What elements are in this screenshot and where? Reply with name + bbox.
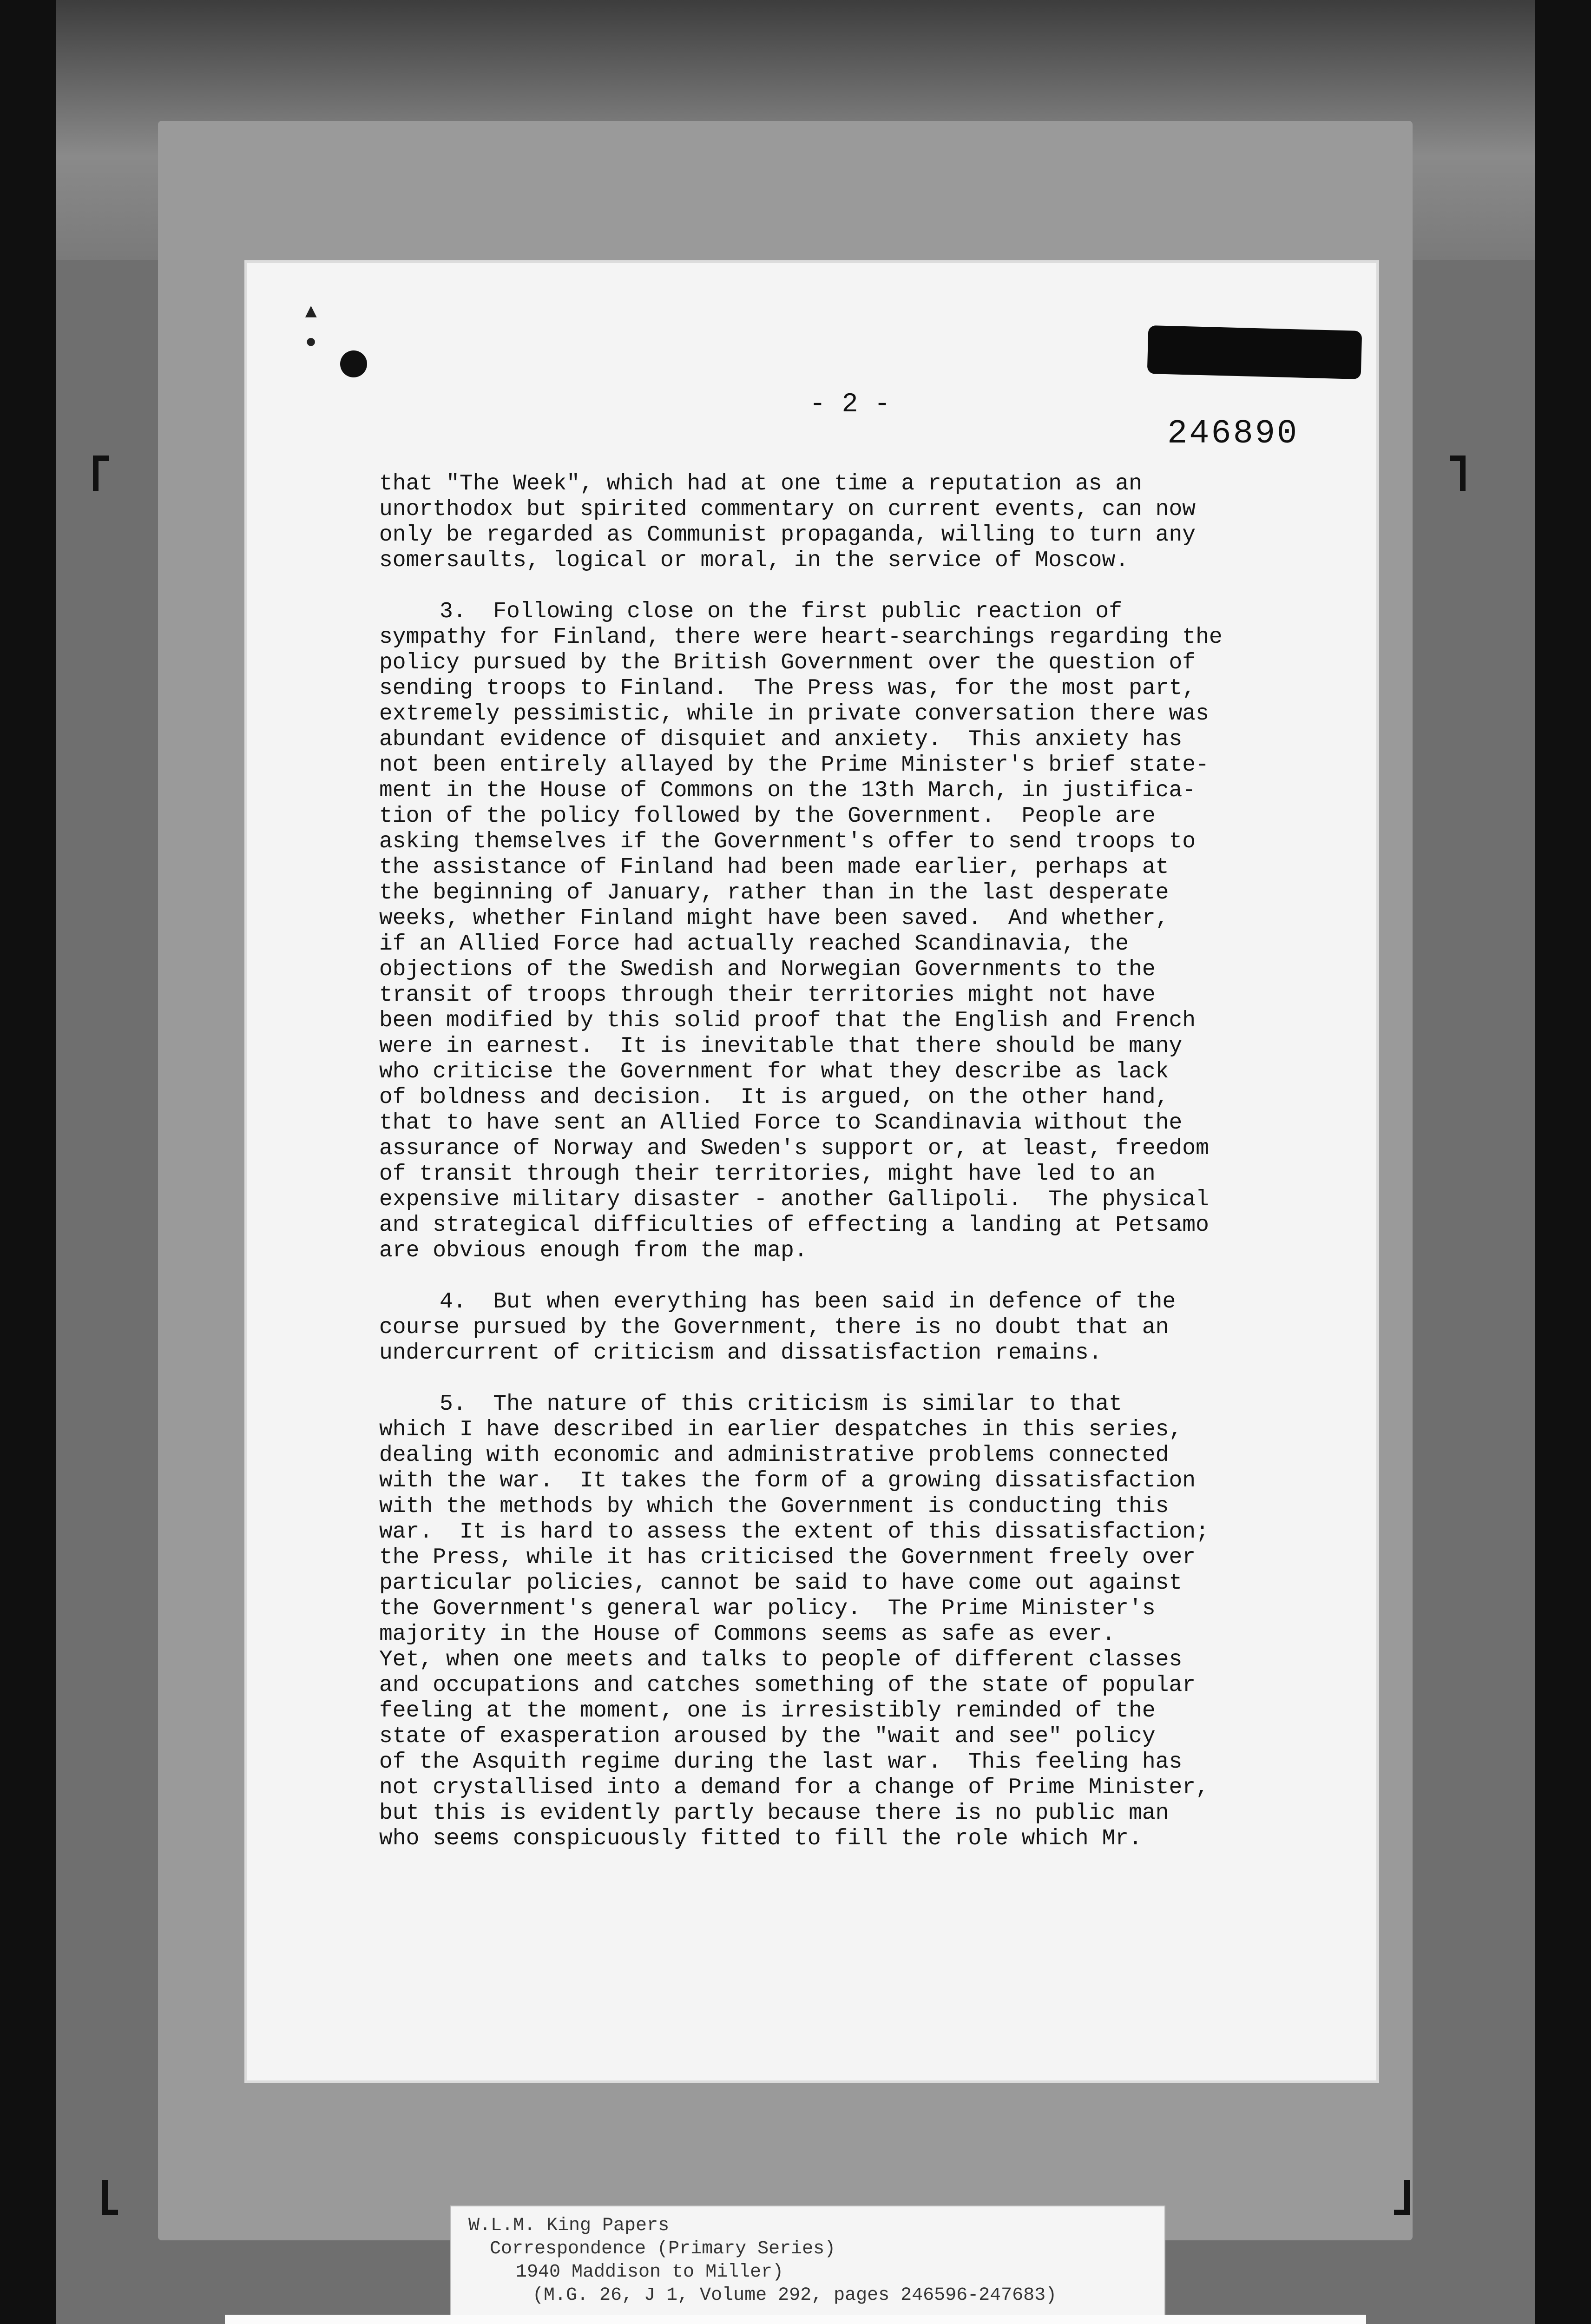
redaction-bar xyxy=(1147,325,1362,379)
body-text xyxy=(379,471,1332,1877)
text-line: who criticise the Government for what they describe as lack xyxy=(379,1059,1169,1084)
text-line: of transit through their territories, might have led to an xyxy=(379,1162,1156,1187)
document-id: 246890 xyxy=(1167,415,1299,453)
text-line: state of exasperation aroused by the "wait and see" policy xyxy=(379,1724,1156,1749)
text-line: sending troops to Finland. The Press was, for the most part, xyxy=(379,676,1196,701)
corner-mark-bottom-left xyxy=(102,2180,118,2215)
text-line: of the Asquith regime during the last war. This feeling has xyxy=(379,1750,1183,1775)
text-line: but this is evidently partly because there is no public man xyxy=(379,1801,1169,1826)
text-line: the Government's general war policy. The Prime Minister's xyxy=(379,1596,1156,1621)
paragraph xyxy=(379,1392,1332,1852)
archives-banner xyxy=(225,2315,1366,2324)
text-line: only be regarded as Communist propaganda, willing to turn any xyxy=(379,522,1196,548)
text-line: were in earnest. It is inevitable that there should be many xyxy=(379,1034,1183,1059)
text-line: abundant evidence of disquiet and anxiety. This anxiety has xyxy=(379,727,1183,752)
text-line: are obvious enough from the map. xyxy=(379,1238,808,1263)
text-line: objections of the Swedish and Norwegian Governments to the xyxy=(379,957,1156,982)
punch-hole-icon xyxy=(340,350,367,377)
text-line: particular policies, cannot be said to have come out against xyxy=(379,1571,1183,1596)
text-line: 4. But when everything has been said in defence of the xyxy=(440,1289,1176,1314)
text-line: the Press, while it has criticised the Government freely over xyxy=(379,1545,1196,1570)
text-line: dealing with economic and administrative problems connected xyxy=(379,1443,1169,1468)
text-line: the beginning of January, rather than in the last desperate xyxy=(379,880,1169,905)
text-line: that "The Week", which had at one time a reputation as an xyxy=(379,471,1142,496)
text-line: that to have sent an Allied Force to Scandinavia without the xyxy=(379,1110,1183,1136)
text-line: been modified by this solid proof that the English and French xyxy=(379,1008,1196,1033)
text-line: with the war. It takes the form of a growing dissatisfaction xyxy=(379,1468,1196,1493)
paragraph xyxy=(379,1289,1332,1366)
text-line: war. It is hard to assess the extent of this dissatisfaction; xyxy=(379,1519,1209,1545)
text-line: somersaults, logical or moral, in the service of Moscow. xyxy=(379,548,1129,573)
text-line: the assistance of Finland had been made earlier, perhaps at xyxy=(379,855,1169,880)
ink-mark-icon: ▴ • xyxy=(302,295,320,361)
text-line: majority in the House of Commons seems as safe as ever. xyxy=(379,1622,1116,1647)
text-line: feeling at the moment, one is irresistibly reminded of the xyxy=(379,1698,1156,1723)
text-line: and strategical difficulties of effecting a landing at Petsamo xyxy=(379,1213,1209,1238)
corner-mark-top-right xyxy=(1450,456,1466,491)
text-line: ment in the House of Commons on the 13th March, in justifica- xyxy=(379,778,1196,803)
label-line-4: (M.G. 26, J 1, Volume 292, pages 246596-247683) xyxy=(533,2285,1057,2306)
text-line: asking themselves if the Government's offer to send troops to xyxy=(379,829,1196,854)
text-line: tion of the policy followed by the Government. People are xyxy=(379,804,1156,829)
text-line: assurance of Norway and Sweden's support or, at least, freedom xyxy=(379,1136,1209,1161)
document-page xyxy=(247,263,1376,2080)
corner-mark-bottom-right xyxy=(1394,2180,1410,2215)
text-line: extremely pessimistic, while in private conversation there was xyxy=(379,701,1209,726)
text-line: Yet, when one meets and talks to people of different classes xyxy=(379,1647,1183,1672)
paragraph xyxy=(379,471,1332,574)
text-line: not been entirely allayed by the Prime Minister's brief state- xyxy=(379,753,1209,778)
text-line: transit of troops through their territories might not have xyxy=(379,983,1156,1008)
text-line: undercurrent of criticism and dissatisfaction remains. xyxy=(379,1340,1102,1366)
page-number: - 2 - xyxy=(809,390,891,420)
text-line: and occupations and catches something of the state of popular xyxy=(379,1673,1196,1698)
text-line: who seems conspicuously fitted to fill the role which Mr. xyxy=(379,1826,1142,1851)
label-line-3: 1940 Maddison to Miller) xyxy=(516,2262,784,2283)
text-line: 3. Following close on the first public reaction of xyxy=(440,599,1123,624)
film-strip-left xyxy=(0,0,56,2324)
text-line: unorthodox but spirited commentary on current events, can now xyxy=(379,497,1196,522)
text-line: policy pursued by the British Government over the question of xyxy=(379,650,1196,675)
text-line: if an Allied Force had actually reached Scandinavia, the xyxy=(379,931,1129,957)
archive-label-card xyxy=(450,2205,1165,2317)
corner-mark-top-left xyxy=(93,456,109,491)
text-line: course pursued by the Government, there is no doubt that an xyxy=(379,1315,1169,1340)
text-line: weeks, whether Finland might have been saved. And whether, xyxy=(379,906,1169,931)
text-line: of boldness and decision. It is argued, on the other hand, xyxy=(379,1085,1169,1110)
text-line: sympathy for Finland, there were heart-searchings regarding the xyxy=(379,625,1223,650)
paragraph xyxy=(379,599,1332,1264)
label-line-1: W.L.M. King Papers xyxy=(468,2215,670,2236)
text-line: which I have described in earlier despatches in this series, xyxy=(379,1417,1183,1442)
text-line: with the methods by which the Government is conducting this xyxy=(379,1494,1169,1519)
label-line-2: Correspondence (Primary Series) xyxy=(490,2238,836,2259)
text-line: 5. The nature of this criticism is similar to that xyxy=(440,1392,1123,1417)
text-line: expensive military disaster - another Gallipoli. The physical xyxy=(379,1187,1209,1212)
film-strip-right xyxy=(1535,0,1591,2324)
text-line: not crystallised into a demand for a change of Prime Minister, xyxy=(379,1775,1209,1800)
